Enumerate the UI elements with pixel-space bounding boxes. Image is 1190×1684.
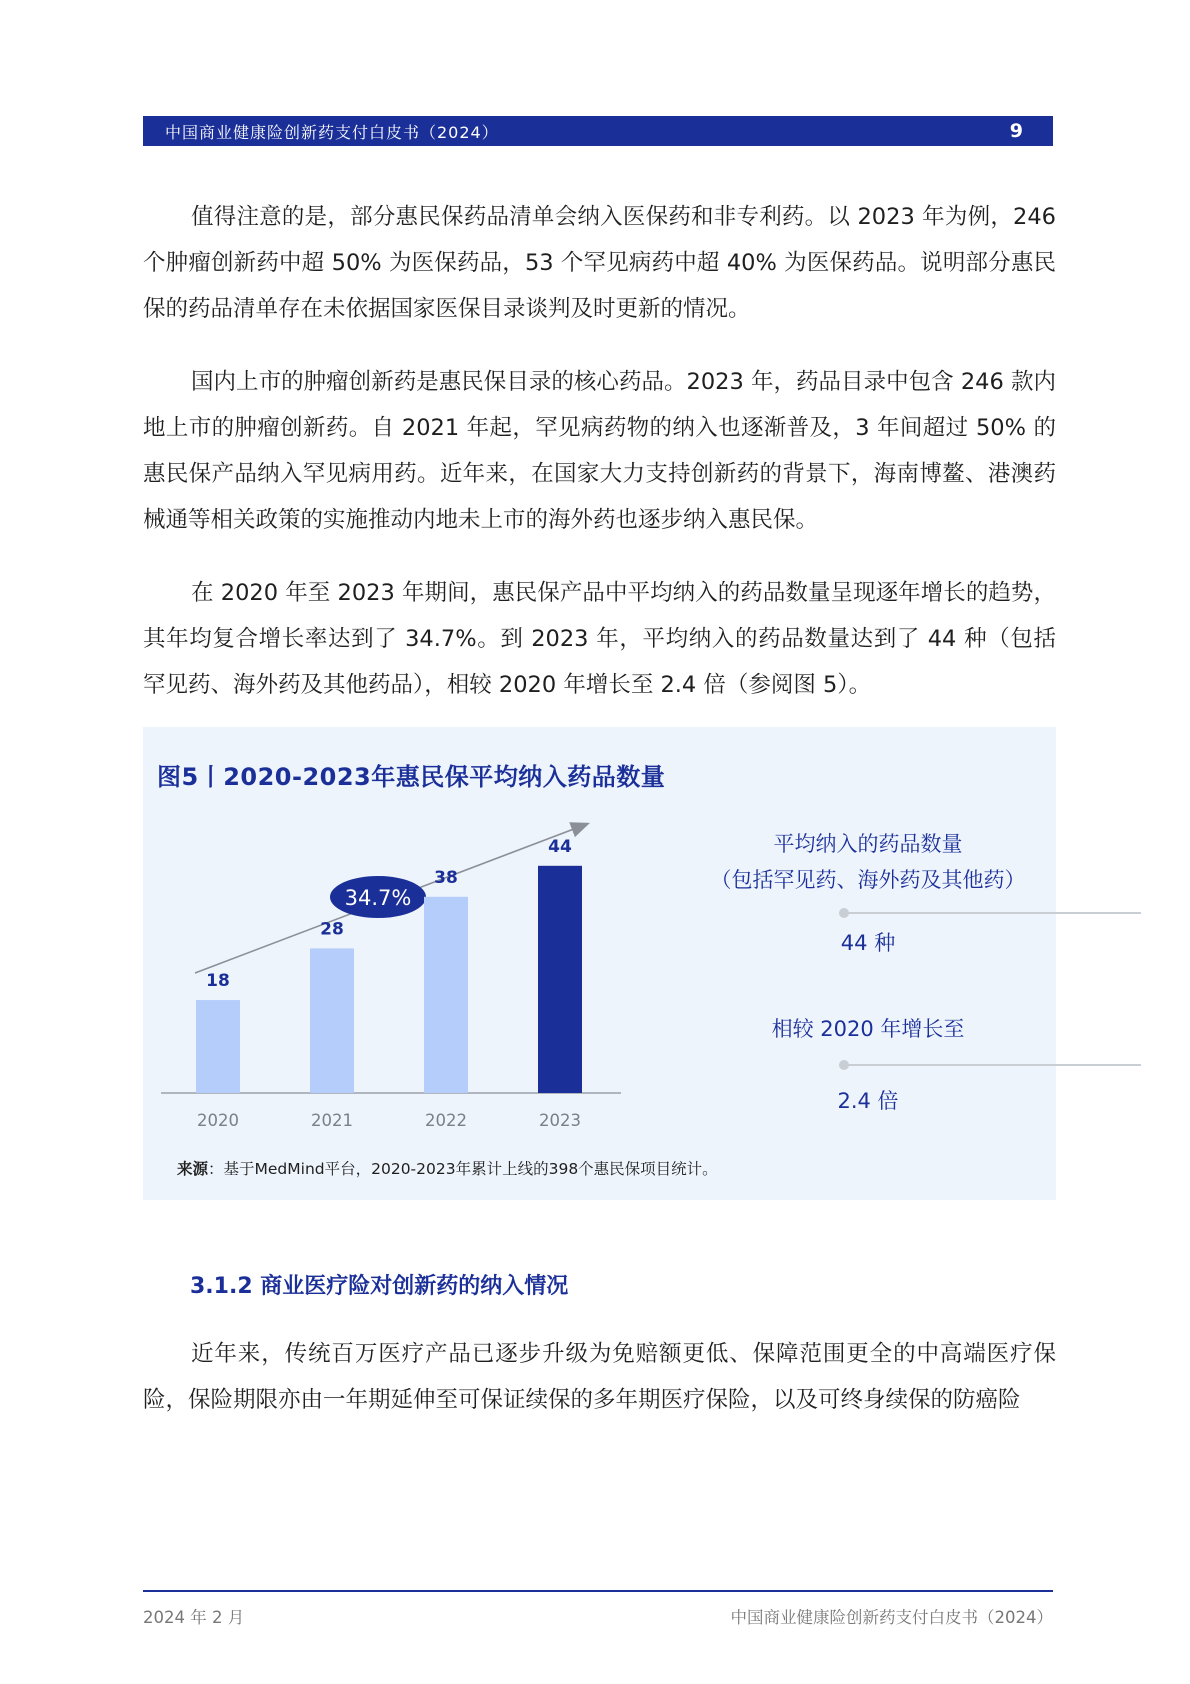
summary-label-count-detail: （包括罕见药、海外药及其他药） bbox=[710, 868, 1026, 892]
figure-title: 图5丨2020-2023年惠民保平均纳入药品数量 bbox=[157, 763, 666, 791]
cagr-label: 34.7% bbox=[344, 886, 412, 910]
footer-divider bbox=[143, 1590, 1053, 1592]
summary-label-count: 平均纳入的药品数量 bbox=[773, 832, 963, 856]
source-text: ：基于MedMind平台，2020-2023年累计上线的398个惠民保项目统计。 bbox=[208, 1160, 718, 1178]
page-number: 9 bbox=[1009, 120, 1023, 142]
source-key: 来源 bbox=[177, 1160, 209, 1178]
summary-divider-1 bbox=[844, 912, 1141, 914]
footer-title: 中国商业健康险创新药支付白皮书（2024） bbox=[730, 1608, 1053, 1627]
bar-2021 bbox=[310, 948, 354, 1093]
summary-label-growth: 相较 2020 年增长至 bbox=[771, 1017, 965, 1041]
paragraph-2: 国内上市的肿瘤创新药是惠民保目录的核心药品。2023 年，药品目录中包含 246 款内地上市的肿瘤创新药。自 2021 年起，罕见病药物的纳入也逐渐普及，3 年间超过 50% 的惠民保产品纳入罕见病用药。近年来，在国家大力支持创新药的背景下，海南博鳌、港澳药械通等相关政策的实施推动内地未上市的海外药也逐步纳入惠民保。 bbox=[143, 369, 1056, 533]
summary-value-count: 44 种 bbox=[840, 931, 896, 955]
x-tick-2021: 2021 bbox=[311, 1111, 353, 1130]
summary-divider-2 bbox=[844, 1064, 1141, 1066]
x-tick-2023: 2023 bbox=[539, 1111, 581, 1130]
header-title: 中国商业健康险创新药支付白皮书（2024） bbox=[165, 122, 499, 142]
figure-5 bbox=[143, 727, 1056, 1200]
bar-2022 bbox=[424, 897, 468, 1093]
paragraph-4: 近年来，传统百万医疗产品已逐步升级为免赔额更低、保障范围更全的中高端医疗保险，保险期限亦由一年期延伸至可保证续保的多年期医疗保险，以及可终身续保的防癌险 bbox=[143, 1341, 1056, 1413]
summary-panel bbox=[698, 727, 1056, 1200]
paragraph-3: 在 2020 年至 2023 年期间，惠民保产品中平均纳入的药品数量呈现逐年增长的趋势，其年均复合增长率达到了 34.7%。到 2023 年，平均纳入的药品数量达到了 44 种（包括罕见药、海外药及其他药品），相较 2020 年增长至 2.4 倍（参阅图 5）。 bbox=[143, 580, 1056, 698]
bar-chart bbox=[143, 727, 703, 1200]
data-label-2023: 44 bbox=[548, 836, 572, 857]
summary-value-growth: 2.4 倍 bbox=[837, 1089, 899, 1113]
header-bar bbox=[143, 116, 1053, 146]
paragraph-1: 值得注意的是，部分惠民保药品清单会纳入医保药和非专利药。以 2023 年为例，246 个肿瘤创新药中超 50% 为医保药品，53 个罕见病药中超 40% 为医保药品。说明部分惠民保的药品清单存在未依据国家医保目录谈判及时更新的情况。 bbox=[143, 204, 1056, 322]
section-heading: 3.1.2 商业医疗险对创新药的纳入情况 bbox=[190, 1274, 569, 1299]
x-tick-2020: 2020 bbox=[197, 1111, 239, 1130]
bar-2023 bbox=[538, 866, 582, 1093]
data-label-2020: 18 bbox=[206, 971, 230, 992]
data-label-2022: 38 bbox=[434, 867, 458, 888]
data-label-2021: 28 bbox=[320, 919, 344, 940]
bar-2020 bbox=[196, 1000, 240, 1093]
figure-source bbox=[177, 1157, 718, 1179]
footer-date: 2024 年 2 月 bbox=[143, 1608, 245, 1627]
x-tick-2022: 2022 bbox=[425, 1111, 467, 1130]
